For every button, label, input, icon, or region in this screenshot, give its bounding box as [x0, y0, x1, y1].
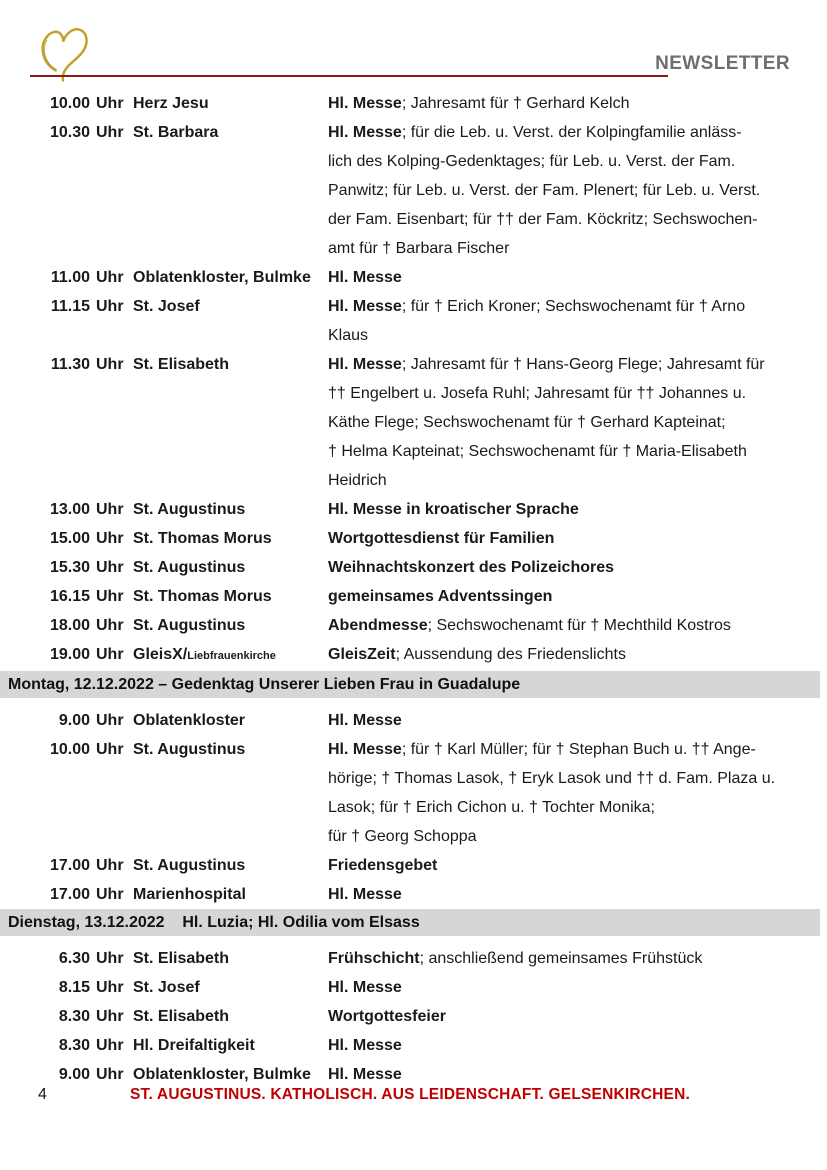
- schedule-entry: [0, 706, 827, 735]
- description-bold: Hl. Messe: [328, 741, 402, 758]
- description-text: ; Aussendung des Friedenslichts: [395, 646, 626, 663]
- entry-uhr-label: Uhr: [96, 356, 124, 373]
- description-text: ; Jahresamt für † Hans-Georg Flege; Jahresamt für: [401, 356, 765, 373]
- entry-time: 10.00: [49, 741, 90, 758]
- description-bold: Hl. Messe in kroatischer Sprache: [328, 501, 579, 518]
- entry-uhr-label: Uhr: [96, 95, 124, 112]
- entry-description: [328, 611, 795, 640]
- entry-uhr-label: Uhr: [96, 588, 124, 605]
- schedule-entry: [0, 350, 827, 495]
- newsletter-label: NEWSLETTER: [655, 53, 790, 74]
- entry-location: St. Elisabeth: [133, 1008, 230, 1025]
- description-bold: Frühschicht: [328, 950, 420, 967]
- description-bold: Hl. Messe: [328, 95, 402, 112]
- page-footer: [0, 1080, 827, 1110]
- description-text: ; anschließend gemeinsames Frühstück: [419, 950, 703, 967]
- entry-location: St. Augustinus: [133, 501, 246, 518]
- entry-time: 15.00: [49, 530, 90, 547]
- entry-location: St. Barbara: [133, 124, 219, 141]
- entry-time: 9.00: [58, 1066, 90, 1083]
- entry-description: [328, 524, 795, 553]
- entry-uhr-label: Uhr: [96, 1037, 124, 1054]
- description-bold: Hl. Messe: [328, 356, 402, 373]
- schedule-entry: [0, 495, 827, 524]
- description-line: [328, 553, 795, 582]
- description-text: ; für † Karl Müller; für † Stephan Buch u. †† Ange-: [401, 741, 756, 758]
- description-line: [328, 611, 795, 640]
- description-line: hörige; † Thomas Lasok, † Eryk Lasok und †† d. Fam. Plaza u.: [328, 770, 776, 787]
- footer-tagline: ST. AUGUSTINUS. KATHOLISCH. AUS LEIDENSCHAFT. GELSENKIRCHEN.: [130, 1086, 690, 1103]
- entry-time: 8.30: [58, 1037, 90, 1054]
- description-line: [328, 735, 795, 764]
- entry-time: 10.00: [49, 95, 90, 112]
- entry-description: [328, 118, 795, 263]
- entry-uhr-label: Uhr: [96, 1008, 124, 1025]
- description-bold: Hl. Messe: [328, 1066, 402, 1083]
- entry-time: 10.30: [49, 124, 90, 141]
- entry-description: [328, 89, 795, 118]
- entry-uhr-label: Uhr: [96, 1066, 124, 1083]
- schedule-entry: [0, 880, 827, 909]
- entry-time: 11.30: [50, 356, 90, 373]
- description-line: [328, 973, 795, 1002]
- description-line: [328, 640, 795, 669]
- description-line: [328, 582, 795, 611]
- schedule-entry: [0, 292, 827, 350]
- entry-location: Oblatenkloster, Bulmke: [133, 1066, 311, 1083]
- description-line: [328, 118, 795, 147]
- entry-uhr-label: Uhr: [96, 298, 124, 315]
- entry-description: [328, 495, 795, 524]
- entry-time: 15.30: [49, 559, 90, 576]
- entry-description: [328, 944, 795, 973]
- section-header: Dienstag, 13.12.2022 Hl. Luzia; Hl. Odilia vom Elsass: [0, 909, 820, 936]
- schedule-entry: [0, 611, 827, 640]
- description-line: Lasok; für † Erich Cichon u. † Tochter Monika;: [328, 799, 655, 816]
- entry-time: 8.30: [58, 1008, 90, 1025]
- description-line: [328, 495, 795, 524]
- description-line: [328, 706, 795, 735]
- entry-uhr-label: Uhr: [96, 269, 124, 286]
- description-line: [328, 851, 795, 880]
- page-number: 4: [38, 1086, 47, 1103]
- entry-uhr-label: Uhr: [96, 741, 124, 758]
- entry-location: Marienhospital: [133, 886, 246, 903]
- entry-location: St. Thomas Morus: [133, 530, 272, 547]
- entry-uhr-label: Uhr: [96, 979, 124, 996]
- section-header: Montag, 12.12.2022 – Gedenktag Unserer Lieben Frau in Guadalupe: [0, 671, 820, 698]
- description-line: Panwitz; für Leb. u. Verst. der Fam. Plenert; für Leb. u. Verst.: [328, 182, 761, 199]
- entry-description: [328, 553, 795, 582]
- schedule-entry: [0, 89, 827, 118]
- description-text: ; für die Leb. u. Verst. der Kolpingfamilie anläss-: [401, 124, 742, 141]
- description-line: für † Georg Schoppa: [328, 828, 477, 845]
- description-line: Klaus: [328, 327, 369, 344]
- entry-location: St. Augustinus: [133, 857, 246, 874]
- description-bold: Hl. Messe: [328, 269, 402, 286]
- description-line: Käthe Flege; Sechswochenamt für † Gerhard Kapteinat;: [328, 414, 726, 431]
- description-line: [328, 1031, 795, 1060]
- schedule-entry: [0, 735, 827, 851]
- entry-location: Hl. Dreifaltigkeit: [133, 1037, 255, 1054]
- description-bold: Hl. Messe: [328, 298, 402, 315]
- schedule-entry: [0, 851, 827, 880]
- schedule-entry: [0, 640, 827, 671]
- entry-location: GleisX/Liebfrauenkirche: [133, 646, 276, 663]
- page-header: [0, 0, 827, 88]
- entry-location-annex: Liebfrauenkirche: [187, 650, 276, 662]
- schedule-entry: [0, 118, 827, 263]
- schedule: [0, 89, 827, 1089]
- description-line: [328, 263, 795, 292]
- description-bold: Wortgottesfeier: [328, 1008, 446, 1025]
- header-rule: [30, 75, 668, 77]
- entry-uhr-label: Uhr: [96, 124, 124, 141]
- entry-uhr-label: Uhr: [96, 857, 124, 874]
- description-text: ; Jahresamt für † Gerhard Kelch: [401, 95, 630, 112]
- entry-description: [328, 263, 795, 292]
- entry-time: 6.30: [58, 950, 90, 967]
- entry-time: 16.15: [49, 588, 90, 605]
- description-text: ; Sechswochenamt für † Mechthild Kostros: [427, 617, 731, 634]
- entry-time: 11.15: [50, 298, 90, 315]
- entry-location: St. Augustinus: [133, 559, 246, 576]
- entry-location: Herz Jesu: [133, 95, 209, 112]
- entry-time: 17.00: [49, 886, 90, 903]
- entry-location: St. Elisabeth: [133, 356, 230, 373]
- entry-time: 8.15: [58, 979, 90, 996]
- description-bold: Weihnachtskonzert des Polizeichores: [328, 559, 615, 576]
- entry-description: [328, 582, 795, 611]
- description-bold: Hl. Messe: [328, 979, 402, 996]
- entry-uhr-label: Uhr: [96, 559, 124, 576]
- entry-description: [328, 880, 795, 909]
- entry-location: St. Josef: [133, 979, 200, 996]
- schedule-entry: [0, 553, 827, 582]
- entry-time: 9.00: [58, 712, 90, 729]
- description-line: [328, 1002, 795, 1031]
- entry-time: 17.00: [49, 857, 90, 874]
- schedule-entry: [0, 973, 827, 1002]
- entry-description: [328, 1002, 795, 1031]
- schedule-entry: [0, 1002, 827, 1031]
- description-bold: Friedensgebet: [328, 857, 438, 874]
- description-line: der Fam. Eisenbart; für †† der Fam. Köckritz; Sechswochen-: [328, 211, 758, 228]
- schedule-entry: [0, 1031, 827, 1060]
- entry-uhr-label: Uhr: [96, 617, 124, 634]
- description-bold: Hl. Messe: [328, 712, 402, 729]
- description-line: amt für † Barbara Fischer: [328, 240, 510, 257]
- description-line: Heidrich: [328, 472, 387, 489]
- entry-time: 11.00: [50, 269, 90, 286]
- schedule-entry: [0, 944, 827, 973]
- description-bold: Wortgottesdienst für Familien: [328, 530, 555, 547]
- entry-uhr-label: Uhr: [96, 501, 124, 518]
- description-line: †† Engelbert u. Josefa Ruhl; Jahresamt für †† Johannes u.: [328, 385, 747, 402]
- description-bold: Hl. Messe: [328, 124, 402, 141]
- description-line: [328, 944, 795, 973]
- description-bold: Abendmesse: [328, 617, 428, 634]
- schedule-entry: [0, 263, 827, 292]
- heart-logo-icon: [36, 22, 90, 82]
- entry-description: [328, 706, 795, 735]
- description-line: [328, 89, 795, 118]
- entry-time: 13.00: [49, 501, 90, 518]
- entry-description: [328, 851, 795, 880]
- description-line: [328, 350, 795, 379]
- description-bold: Hl. Messe: [328, 886, 402, 903]
- entry-description: [328, 640, 795, 671]
- entry-description: [328, 973, 795, 1002]
- description-line: [328, 880, 795, 909]
- entry-description: [328, 735, 795, 851]
- description-bold: gemeinsames Adventssingen: [328, 588, 553, 605]
- entry-location: St. Thomas Morus: [133, 588, 272, 605]
- entry-location: St. Augustinus: [133, 617, 246, 634]
- schedule-entry: [0, 524, 827, 553]
- entry-description: [328, 292, 795, 350]
- description-line: [328, 524, 795, 553]
- entry-location: St. Elisabeth: [133, 950, 230, 967]
- description-line: lich des Kolping-Gedenktages; für Leb. u. Verst. der Fam.: [328, 153, 736, 170]
- entry-time: 18.00: [49, 617, 90, 634]
- entry-location: St. Josef: [133, 298, 200, 315]
- entry-location: St. Augustinus: [133, 741, 246, 758]
- entry-uhr-label: Uhr: [96, 530, 124, 547]
- entry-uhr-label: Uhr: [96, 712, 124, 729]
- entry-location: Oblatenkloster: [133, 712, 246, 729]
- entry-uhr-label: Uhr: [96, 886, 124, 903]
- entry-uhr-label: Uhr: [96, 646, 124, 663]
- description-text: ; für † Erich Kroner; Sechswochenamt für † Arno: [401, 298, 746, 315]
- entry-time: 19.00: [49, 646, 90, 663]
- entry-description: [328, 350, 795, 495]
- entry-description: [328, 1031, 795, 1060]
- description-bold: GleisZeit: [328, 646, 396, 663]
- entry-uhr-label: Uhr: [96, 950, 124, 967]
- entry-location: Oblatenkloster, Bulmke: [133, 269, 311, 286]
- description-line: † Helma Kapteinat; Sechswochenamt für † Maria-Elisabeth: [328, 443, 747, 460]
- schedule-entry: [0, 582, 827, 611]
- description-bold: Hl. Messe: [328, 1037, 402, 1054]
- description-line: [328, 292, 795, 321]
